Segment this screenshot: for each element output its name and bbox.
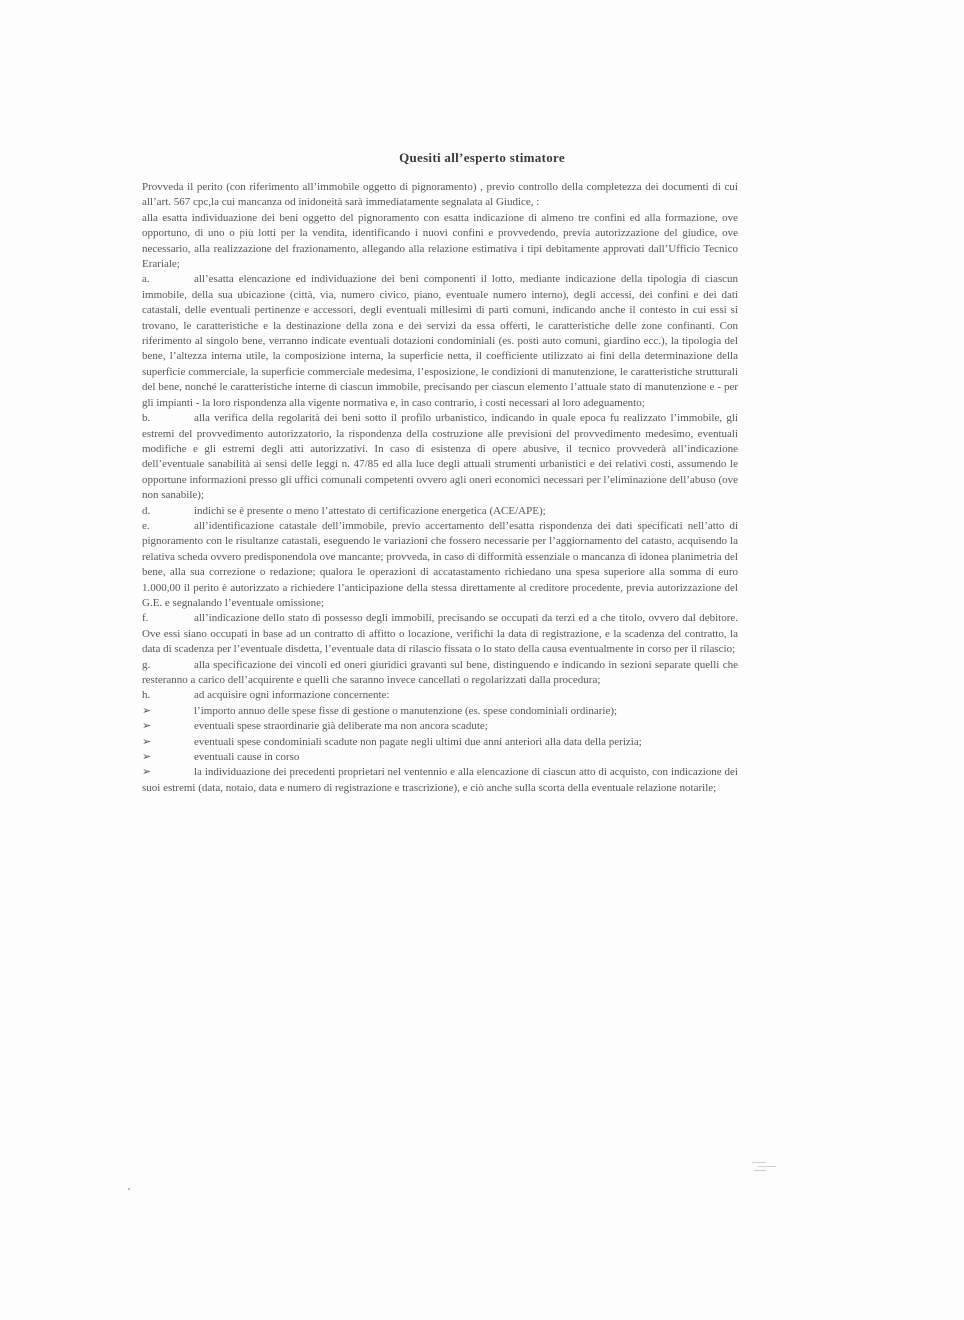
bullet-item <box>142 704 738 719</box>
document-body <box>142 180 738 796</box>
list-item-d <box>142 504 738 519</box>
scan-smudge <box>752 1160 778 1174</box>
list-marker: e. <box>142 519 150 532</box>
list-item-text: alla specificazione dei vincoli ed oneri giuridici gravanti sul bene, distinguendo e indicando in sezioni separate quelli che resteranno a carico dell’acquirente e quelli che saranno invece cancellati o regolarizzati dalla procedura; <box>142 658 738 686</box>
list-item-text: all’indicazione dello stato di possesso degli immobili, precisando se occupati da terzi ed a che titolo, ovvero dal debitore. Ove essi siano occupati in base ad un contratto di affitto o locazione, verifichi la data di registrazione, e la scadenza del contratto, la data di scadenza per l’eventuale disdetta, l’eventuale data di rilascio fissata o lo stato della causa eventualmente in corso per il rilascio; <box>142 612 738 656</box>
list-item-h <box>142 688 738 703</box>
bullet-text: la individuazione dei precedenti proprietari nel ventennio e alla elencazione di ciascun atto di acquisto, con indicazione dei suoi estremi (data, notaio, data e numero di registrazione e trascrizione), e ciò anche sulla scorta della eventuale relazione notarile; <box>142 766 738 794</box>
list-item-text: indichi se è presente o meno l’attestato di certificazione energetica (ACE/APE); <box>194 504 546 517</box>
list-marker: f. <box>142 612 149 625</box>
list-marker: b. <box>142 412 151 425</box>
list-item-text: alla verifica della regolarità dei beni sotto il profilo urbanistico, indicando in quale epoca fu realizzato l’immobile, gli estremi del provvedimento autorizzatorio, la rispondenza della costruzione alle previsioni del provvedimento medesimo, eventuali modifiche e gli estremi degli atti autorizzativi. In caso di esistenza di opere abusive, il tecnico provvederà all’indicazione dell’eventuale sanabilità ai sensi delle leggi n. 47/85 ed alla luce degli attuali strumenti urbanistici e dei relativi costi, assumendo le opportune informazioni presso gli uffici comunali competenti ovvero agli oneri economici necessari per l’eliminazione dell’abuso (ove non sanabile); <box>142 412 738 502</box>
arrow-bullet-icon: ➢ <box>142 751 152 764</box>
bullet-text: eventuali spese straordinarie già deliberate ma non ancora scadute; <box>194 720 488 733</box>
list-item-f <box>142 611 738 657</box>
list-item-a <box>142 272 738 411</box>
bullet-text: eventuali cause in corso <box>194 751 300 764</box>
list-item-e <box>142 519 738 611</box>
bullet-item <box>142 719 738 734</box>
list-item-b <box>142 411 738 503</box>
list-marker: d. <box>142 504 151 517</box>
bullet-item <box>142 750 738 765</box>
scan-speck <box>128 1188 130 1190</box>
list-item-text: all’esatta elencazione ed individuazione dei beni componenti il lotto, mediante indicazione della tipologia di ciascun immobile, della sua ubicazione (città, via, numero civico, piano, eventuale numero interno), degli accessi, dei confini e dei dati catastali, delle eventuali pertinenze e accessori, degli eventuali millesimi di parti comuni, indicando anche il contesto in cui essi si trovano, le caratteristiche e la destinazione della zona e dei servizi da essa offerti, le caratteristiche delle zone confinanti. Con riferimento al singolo bene, verranno indicate eventuali dotazioni condominiali (es. posti auto comuni, giardino ecc.), la tipologia del bene, l’altezza interna utile, la composizione interna, la superficie netta, il coefficiente utilizzato ai fini della determinazione della superficie commerciale, la superficie commerciale medesima, l’esposizione, le condizioni di manutenzione, le caratteristiche strutturali del bene, nonché le caratteristiche interne di ciascun immobile, precisando per ciascun elemento l’attuale stato di manutenzione e - per gli impianti - la loro rispondenza alla vigente normativa e, in caso contrario, i costi necessari al loro adeguamento; <box>142 273 738 409</box>
bullet-item <box>142 735 738 750</box>
list-marker: a. <box>142 273 150 286</box>
list-item-text: all’identificazione catastale dell’immobile, previo accertamento dell’esatta rispondenza dei dati specificati nell’atto di pignoramento con le risultanze catastali, eseguendo le variazioni che fossero necessarie per l’aggiornamento del catasto, acquisendo la relativa scheda ovvero predisponendola ove mancante; provveda, in caso di difformità essenziale o mancanza di idonea planimetria del bene, alla sua correzione o redazione; qualora le operazioni di accatastamento richiedano una spesa superiore alla somma di euro 1.000,00 il perito è autorizzato a richiedere l’anticipazione della stessa direttamente al creditore procedente, previa autorizzazione del G.E. e segnalando l’eventuale omissione; <box>142 519 738 609</box>
intro-paragraph: Provveda il perito (con riferimento all’immobile oggetto di pignoramento) , previo controllo della completezza dei documenti di cui all’art. 567 cpc,la cui mancanza od inidoneità sarà immediatamente segnalata al Giudice, : <box>142 181 738 209</box>
preamble-paragraph: alla esatta individuazione dei beni oggetto del pignoramento con esatta indicazione di almeno tre confini ed alla formazione, ove opportuno, di uno o più lotti per la vendita, identificando i nuovi confini e provvedendo, previa autorizzazione del giudice, ove necessario, alla realizzazione del frazionamento, allegando alla relazione estimativa i tipi debitamente approvati dall’Ufficio Tecnico Erariale; <box>142 211 738 271</box>
arrow-bullet-icon: ➢ <box>142 720 152 733</box>
arrow-bullet-icon: ➢ <box>142 704 152 717</box>
arrow-bullet-icon: ➢ <box>142 735 152 748</box>
bullet-text: eventuali spese condominiali scadute non pagate negli ultimi due anni anteriori alla data della perizia; <box>194 735 642 748</box>
arrow-bullet-icon: ➢ <box>142 766 152 779</box>
bullet-item <box>142 765 738 796</box>
bullet-text: l’importo annuo delle spese fisse di gestione o manutenzione (es. spese condominiali ordinarie); <box>194 704 618 717</box>
list-marker: g. <box>142 658 151 671</box>
list-item-g <box>142 658 738 689</box>
list-marker: h. <box>142 689 151 702</box>
list-item-text: ad acquisire ogni informazione concernente: <box>194 689 390 702</box>
document-title: Quesiti all’esperto stimatore <box>399 150 565 165</box>
